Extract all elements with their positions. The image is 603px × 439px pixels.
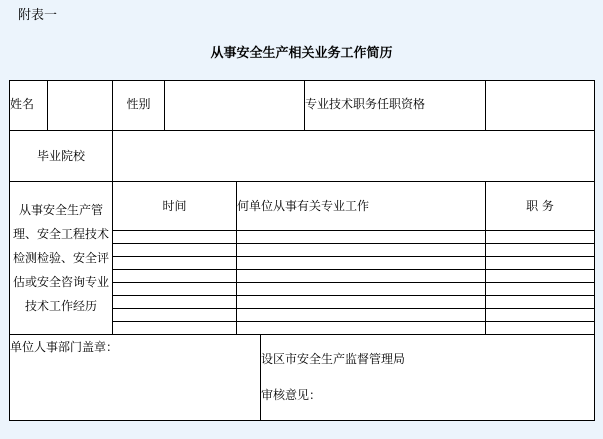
experience-label-line-5: 技术工作经历 (24, 299, 97, 313)
col-position-header: 职 务 (526, 199, 554, 213)
qualification-field[interactable] (486, 81, 594, 130)
exp-row-line-4 (112, 282, 594, 283)
experience-label (10, 198, 112, 318)
experience-label-line-2: 理、安全工程技术 (12, 227, 109, 241)
school-field[interactable] (113, 131, 594, 181)
experience-label-line-1: 从事安全生产管 (18, 203, 103, 217)
qualification-label: 专业技术职务任职资格 (305, 97, 426, 111)
exp-header-bottom-line (112, 230, 594, 231)
unit-seal-label: 单位人事部门盖章： (10, 340, 119, 354)
school-label: 毕业院校 (36, 149, 85, 163)
footer-divider (260, 334, 261, 420)
exp-row-line-7 (112, 321, 594, 322)
exp-row-line-1 (112, 243, 594, 244)
experience-label-line-3: 检测检验、安全评 (12, 251, 109, 265)
gender-label: 性别 (126, 97, 151, 111)
appendix-label: 附表一 (18, 8, 58, 23)
col-unit-header: 何单位从事有关专业工作 (237, 199, 370, 213)
exp-row-line-2 (112, 256, 594, 257)
bureau-label: 设区市安全生产监督管理局 (261, 352, 406, 366)
experience-label-line-4: 估或安全咨询专业 (12, 275, 109, 289)
resume-form (9, 80, 595, 421)
name-field[interactable] (48, 81, 112, 130)
page-title: 从事安全生产相关业务工作简历 (210, 46, 393, 61)
exp-row-line-6 (112, 308, 594, 309)
exp-bottom-line (10, 334, 594, 335)
col-time-header: 时间 (162, 199, 187, 213)
exp-row-line-3 (112, 269, 594, 270)
review-label: 审核意见： (261, 388, 322, 402)
exp-row-line-5 (112, 295, 594, 296)
row2-bottom-line (10, 181, 594, 182)
gender-field[interactable] (165, 81, 304, 130)
name-label: 姓名 (10, 97, 35, 111)
